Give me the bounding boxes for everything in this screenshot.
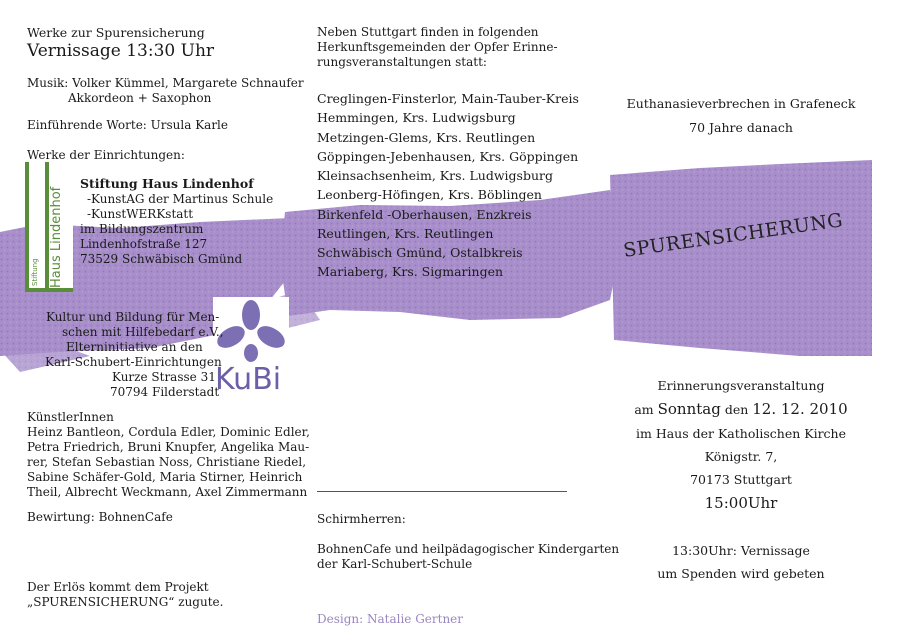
kubi-line-3: Elterninitiative an den xyxy=(66,340,203,354)
street: Königstr. 7, xyxy=(704,449,778,464)
artists-line-1: Heinz Bantleon, Cordula Edler, Dominic Edler, xyxy=(27,425,310,439)
music-line1: Musik: Volker Kümmel, Margarete Schnaufer xyxy=(27,76,304,90)
design-credit: Design: Natalie Gertner xyxy=(317,612,464,626)
kubi-line-5: Kurze Strasse 31 xyxy=(112,370,216,384)
event-time: 15:00Uhr xyxy=(704,494,778,512)
artists-heading: KünstlerInnen xyxy=(27,410,114,424)
lindenhof-line-4: Lindenhofstraße 127 xyxy=(80,237,208,251)
intro-words: Einführende Worte: Ursula Karle xyxy=(27,118,228,132)
patrons-line-1: BohnenCafe und heilpädagogischer Kindergarten xyxy=(317,542,620,556)
music-line2: Akkordeon + Saxophon xyxy=(68,91,212,105)
subtitle-line-2: 70 Jahre danach xyxy=(689,120,793,135)
middle-intro-1: Neben Stuttgart finden in folgenden xyxy=(317,25,539,39)
date-value: 12. 12. 2010 xyxy=(752,400,848,418)
lindenhof-logo-text: Haus Lindenhof xyxy=(49,186,64,288)
main-title: SPURENSICHERUNG xyxy=(622,209,845,262)
patrons-heading: Schirmherren: xyxy=(317,512,406,526)
date-day: Sonntag xyxy=(657,400,721,418)
divider-line xyxy=(317,491,567,492)
place-2: Hemmingen, Krs. Ludwigsburg xyxy=(317,110,516,125)
venue: im Haus der Katholischen Kirche xyxy=(636,426,846,441)
subtitle-line-1: Euthanasieverbrechen in Grafeneck xyxy=(626,96,856,111)
date-prefix: am xyxy=(634,402,654,417)
artists-line-4: Sabine Schäfer-Gold, Maria Stirner, Heinrich xyxy=(27,470,303,484)
vernissage-time: 13:30Uhr: Vernissage xyxy=(672,543,810,558)
middle-intro-2: Herkunftsgemeinden der Opfer Erinne- xyxy=(317,40,558,54)
left-heading-small: Werke zur Spurensicherung xyxy=(27,25,205,40)
proceeds-line-2: „SPURENSICHERUNG“ zugute. xyxy=(27,595,224,609)
artists-line-5: Theil, Albrecht Weckmann, Axel Zimmermann xyxy=(27,485,308,499)
donations-note: um Spenden wird gebeten xyxy=(657,566,825,581)
proceeds-line-1: Der Erlös kommt dem Projekt xyxy=(27,580,209,594)
place-5: Kleinsachsenheim, Krs. Ludwigsburg xyxy=(317,168,553,183)
kubi-line-4: Karl-Schubert-Einrichtungen xyxy=(45,355,222,369)
lindenhof-line-5: 73529 Schwäbisch Gmünd xyxy=(80,252,243,266)
lindenhof-line-2: -KunstWERKstatt xyxy=(87,207,194,221)
works-heading: Werke der Einrichtungen: xyxy=(27,148,185,162)
place-4: Göppingen-Jebenhausen, Krs. Göppingen xyxy=(317,149,579,164)
date-mid: den xyxy=(724,402,749,417)
lindenhof-logo xyxy=(25,162,73,292)
place-6: Leonberg-Höfingen, Krs. Böblingen xyxy=(317,187,542,202)
artists-line-2: Petra Friedrich, Bruni Knupfer, Angelika Mau- xyxy=(27,440,310,454)
kubi-logo xyxy=(213,297,289,402)
city: 70173 Stuttgart xyxy=(690,472,792,487)
kubi-line-1: Kultur und Bildung für Men- xyxy=(46,310,220,324)
lindenhof-line-1: -KunstAG der Martinus Schule xyxy=(87,192,274,206)
lindenhof-name: Stiftung Haus Lindenhof xyxy=(80,176,254,191)
place-7: Birkenfeld -Oberhausen, Enzkreis xyxy=(317,207,532,222)
patrons-line-2: der Karl-Schubert-Schule xyxy=(317,557,473,571)
event-name: Erinnerungsveranstaltung xyxy=(657,378,825,393)
left-heading-large: Vernissage 13:30 Uhr xyxy=(27,41,215,61)
middle-intro-3: rungsveranstaltungen statt: xyxy=(317,55,487,69)
place-3: Metzingen-Glems, Krs. Reutlingen xyxy=(317,130,536,145)
place-10: Mariaberg, Krs. Sigmaringen xyxy=(317,264,504,279)
place-1: Creglingen-Finsterlor, Main-Tauber-Kreis xyxy=(317,91,579,106)
kubi-line-6: 70794 Filderstadt xyxy=(110,385,220,399)
kubi-line-2: schen mit Hilfebedarf e.V., xyxy=(62,325,224,339)
lindenhof-logo-sub: Stiftung xyxy=(31,258,39,286)
artists-line-3: rer, Stefan Sebastian Noss, Christiane Riedel, xyxy=(27,455,307,469)
kubi-logo-text: KuBi xyxy=(215,362,282,397)
place-9: Schwäbisch Gmünd, Ostalbkreis xyxy=(317,245,523,260)
lindenhof-line-3: im Bildungszentrum xyxy=(80,222,204,236)
catering: Bewirtung: BohnenCafe xyxy=(27,510,173,524)
place-8: Reutlingen, Krs. Reutlingen xyxy=(317,226,494,241)
kubi-flower-icon xyxy=(213,297,289,367)
event-date xyxy=(610,400,872,418)
